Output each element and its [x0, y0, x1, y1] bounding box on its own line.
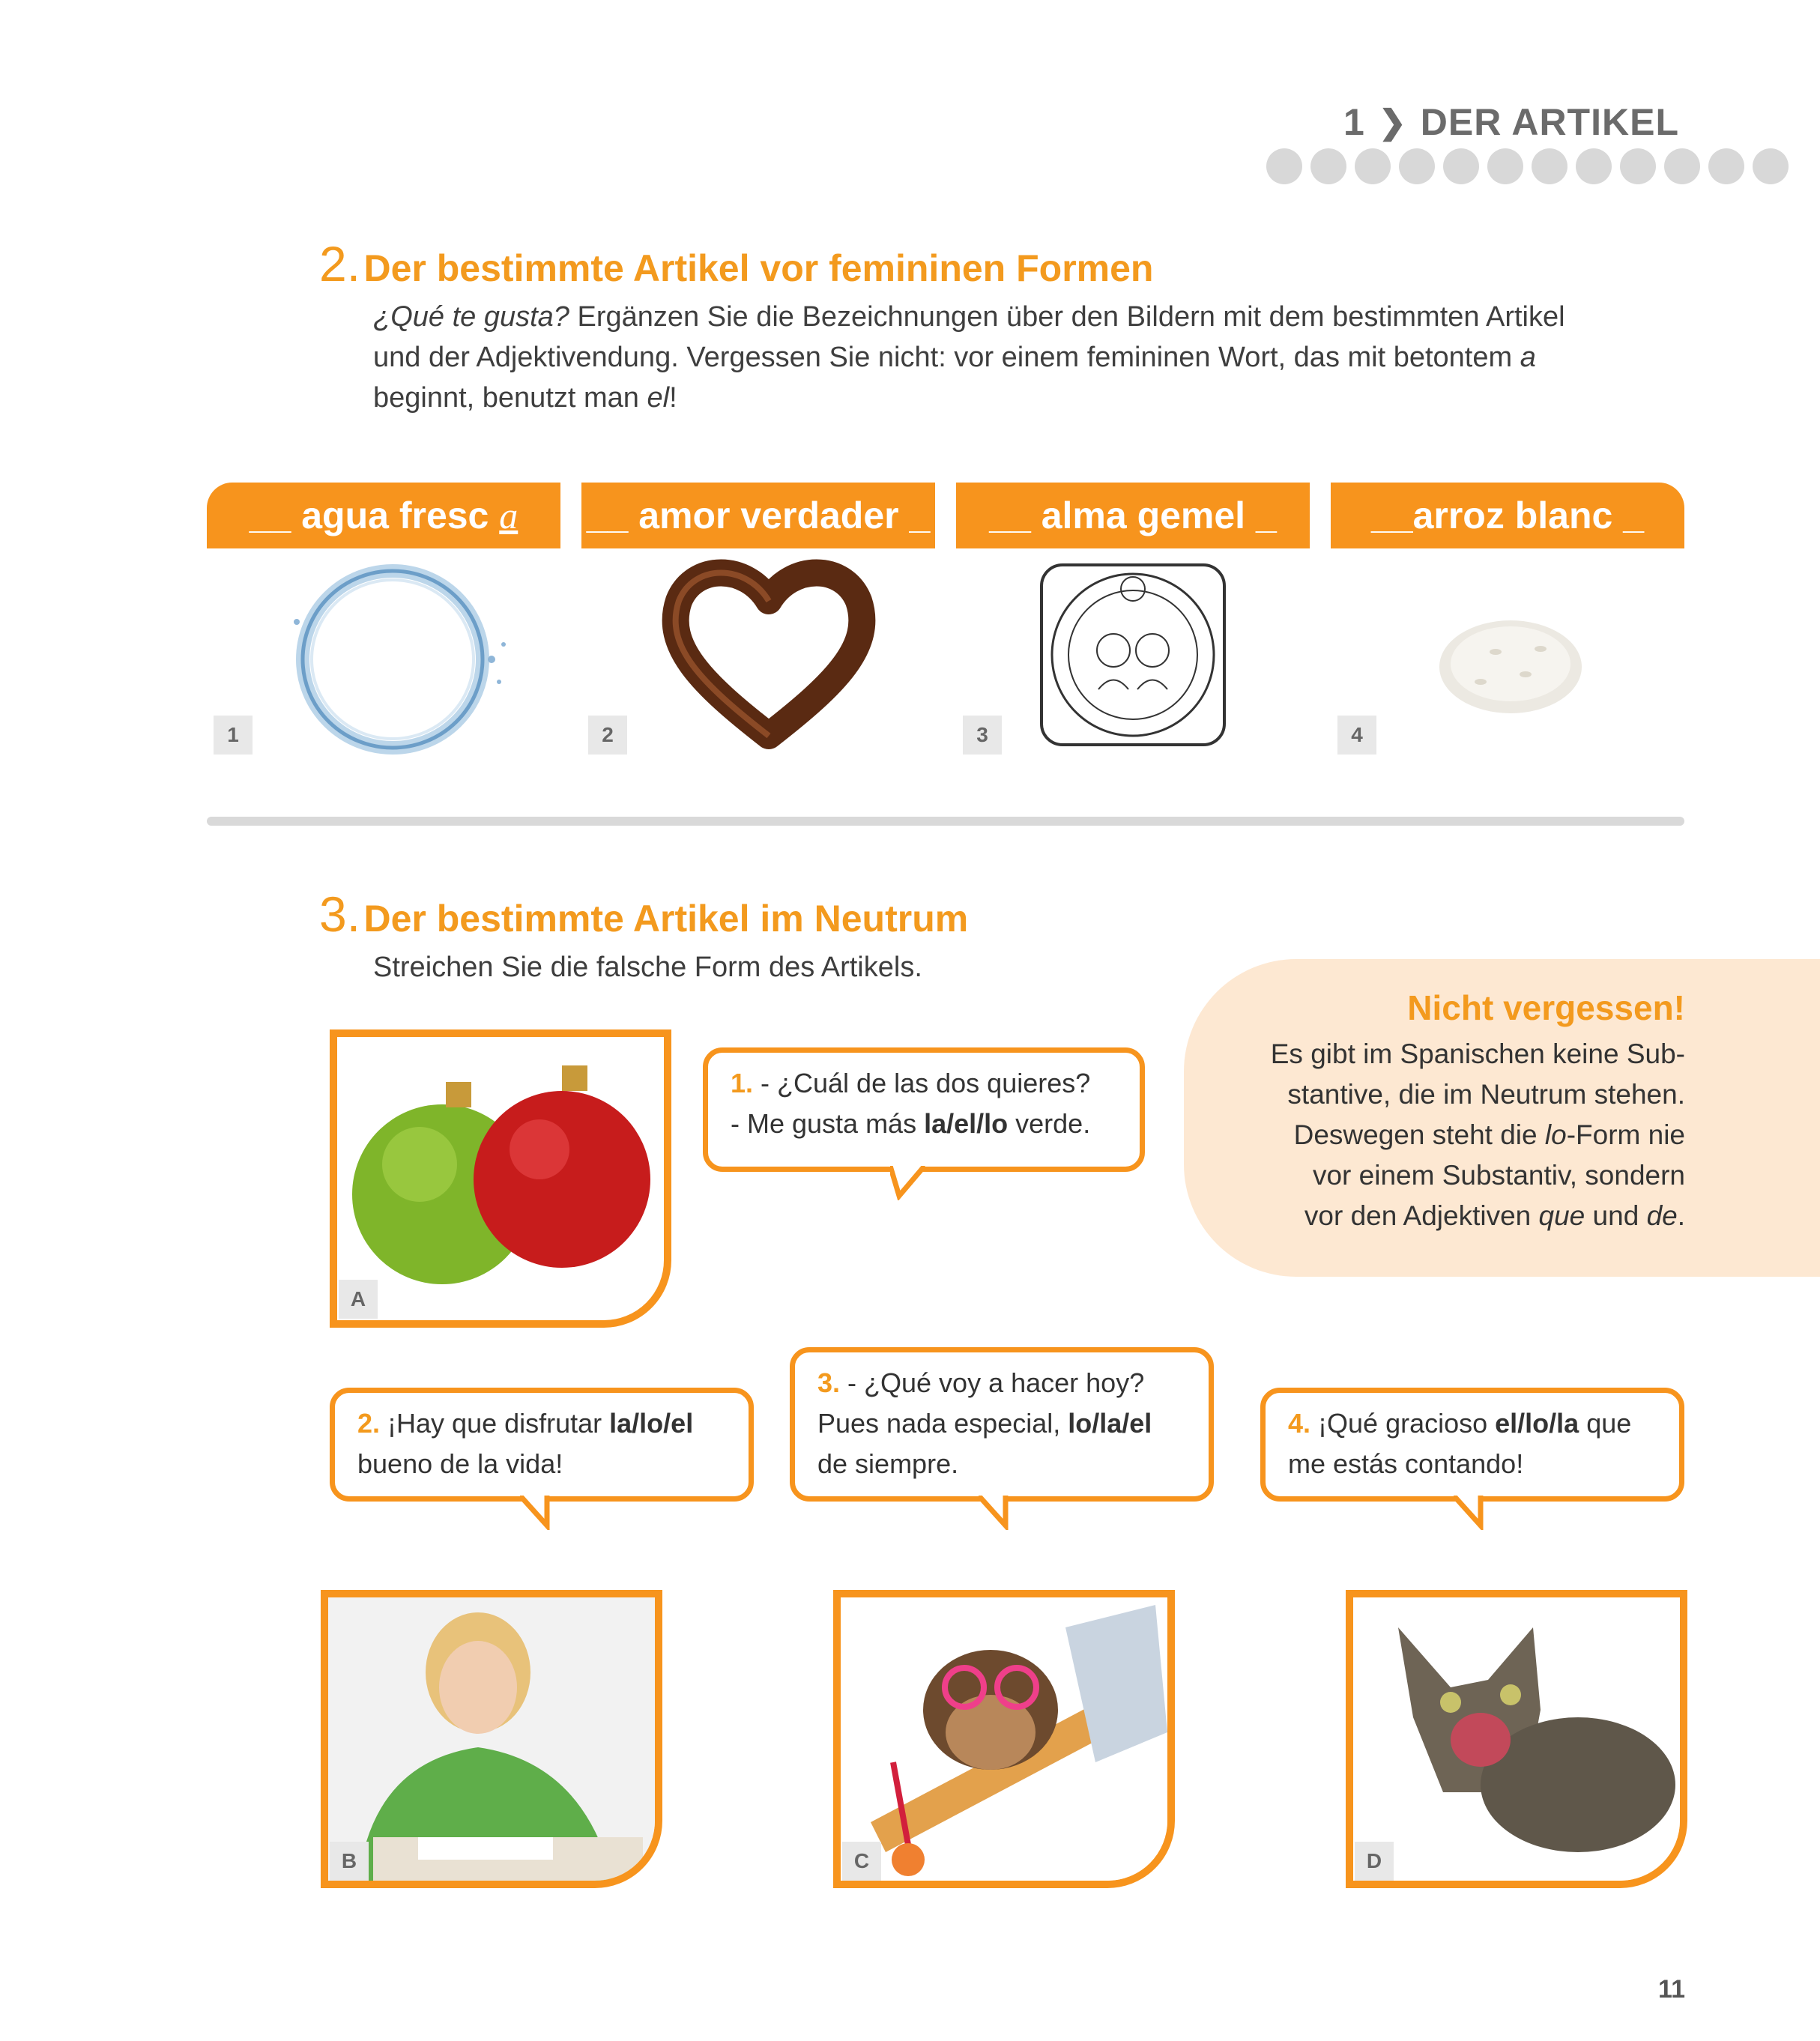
- photo-badge: B: [330, 1842, 369, 1881]
- bubble-tail: [890, 1166, 928, 1200]
- bubble-text: Pues nada especial,: [817, 1408, 1068, 1439]
- photo-badge: D: [1355, 1842, 1394, 1881]
- water-ring-image: [267, 554, 521, 764]
- tip-line: [1161, 1196, 1685, 1236]
- article-options[interactable]: la/el/lo: [924, 1108, 1009, 1139]
- cat-image: [1353, 1597, 1680, 1881]
- label-text: __ amor verdader _: [586, 495, 931, 536]
- bubble-text: verde.: [1008, 1108, 1091, 1139]
- bubble-number: 2.: [357, 1408, 381, 1439]
- tip-italic: lo: [1544, 1119, 1567, 1150]
- tip-text-part: -Form nie: [1566, 1119, 1685, 1150]
- label-answer: a: [499, 495, 519, 536]
- speech-bubble-1: [703, 1047, 1145, 1172]
- speech-bubble-3: [790, 1347, 1214, 1502]
- tip-text-part: vor den Adjektiven: [1304, 1200, 1539, 1231]
- section2-number: 2.: [319, 236, 361, 291]
- progress-dots: [1266, 148, 1789, 184]
- dot: [1664, 148, 1700, 184]
- instr-text: Ergänzen Sie die Bezeichnungen über den Bildern mit dem bestimmten Artikel: [569, 301, 1565, 333]
- dot: [1532, 148, 1567, 184]
- chocolate-heart-image: [656, 556, 881, 751]
- instr-text: !: [669, 382, 677, 414]
- photo-a-ornaments: [330, 1029, 671, 1328]
- instr-italic: el: [647, 382, 670, 414]
- dot: [1753, 148, 1789, 184]
- label-text: __ alma gemel _: [989, 495, 1277, 536]
- section3-title: Der bestimmte Artikel im Neutrum: [363, 898, 969, 940]
- photo-d-cat: [1346, 1590, 1687, 1888]
- ornaments-image: [337, 1037, 664, 1320]
- tip-title: Nicht vergessen!: [1407, 988, 1685, 1027]
- instr-italic: ¿Qué te gusta?: [373, 301, 569, 333]
- bubble-tail: [979, 1496, 1016, 1530]
- bubble-text: - ¿Qué voy a hacer hoy?: [840, 1367, 1145, 1398]
- chapter-title: DER ARTIKEL: [1420, 101, 1679, 143]
- tip-line: [1161, 1115, 1685, 1155]
- article-options[interactable]: lo/la/el: [1068, 1408, 1152, 1439]
- label-arroz[interactable]: [1331, 483, 1684, 548]
- woman-image: [328, 1597, 655, 1881]
- instr-text: beginnt, benutzt man: [373, 382, 647, 414]
- tip-text-part: und: [1585, 1200, 1647, 1231]
- article-options[interactable]: la/lo/el: [609, 1408, 694, 1439]
- section2-heading: [319, 235, 1153, 292]
- image-number-badge: 2: [588, 716, 627, 755]
- section2-title: Der bestimmte Artikel vor femininen Formen: [363, 247, 1154, 289]
- dot: [1310, 148, 1346, 184]
- tip-text-part: .: [1677, 1200, 1685, 1231]
- tip-line: vor einem Substantiv, sondern: [1312, 1160, 1685, 1191]
- chevron-right-icon: ❯: [1378, 103, 1407, 141]
- dot: [1487, 148, 1523, 184]
- section3-number: 3.: [319, 886, 361, 942]
- bubble-text: ¡Qué gracioso: [1310, 1408, 1496, 1439]
- bubble-text: - Me gusta más: [731, 1108, 925, 1139]
- image-number-badge: 3: [963, 716, 1002, 755]
- dot: [1708, 148, 1744, 184]
- image-number-badge: 4: [1337, 716, 1376, 755]
- label-text: __ agua fresc: [249, 495, 500, 536]
- bubble-text: ¡Hay que disfrutar: [380, 1408, 610, 1439]
- dot: [1576, 148, 1612, 184]
- bubble-text: me estás contando!: [1288, 1448, 1524, 1479]
- page-number: 11: [1658, 1975, 1685, 2004]
- instr-italic: a: [1520, 342, 1536, 373]
- photo-badge: C: [842, 1842, 881, 1881]
- section3-heading: [319, 886, 968, 943]
- gemini-zodiac-image: [1039, 562, 1227, 748]
- label-agua[interactable]: [207, 483, 560, 548]
- label-alma[interactable]: [956, 483, 1310, 548]
- section-divider: [207, 817, 1684, 826]
- tip-text: [1161, 1034, 1685, 1236]
- bubble-tail: [1454, 1496, 1491, 1530]
- section3-instruction: Streichen Sie die falsche Form des Artikels.: [373, 952, 922, 983]
- dot: [1399, 148, 1435, 184]
- dot: [1355, 148, 1391, 184]
- dot: [1443, 148, 1479, 184]
- photo-b-woman: [321, 1590, 662, 1888]
- article-options[interactable]: el/lo/la: [1495, 1408, 1579, 1439]
- speech-bubble-2: [330, 1388, 754, 1502]
- chapter-number: 1: [1343, 101, 1365, 143]
- bubble-text: - ¿Cuál de las dos quieres?: [753, 1068, 1091, 1098]
- bubble-number: 1.: [731, 1068, 754, 1098]
- tip-text-part: Deswegen steht die: [1293, 1119, 1545, 1150]
- bubble-tail: [520, 1496, 557, 1530]
- label-amor[interactable]: [581, 483, 935, 548]
- tip-italic: de: [1646, 1200, 1678, 1231]
- label-text: __arroz blanc _: [1370, 495, 1645, 536]
- bubble-text: que: [1579, 1408, 1632, 1439]
- tip-line: Es gibt im Spanischen keine Sub-: [1270, 1038, 1685, 1069]
- instr-text: und der Adjektivendung. Vergessen Sie nicht: vor einem femininen Wort, das mit betontem: [373, 342, 1520, 373]
- photo-badge: A: [339, 1280, 378, 1319]
- tip-line: stantive, die im Neutrum stehen.: [1287, 1079, 1685, 1110]
- tip-italic: que: [1538, 1200, 1585, 1231]
- section2-instructions: [373, 297, 1692, 418]
- image-number-badge: 1: [214, 716, 253, 755]
- bubble-text: de siempre.: [817, 1448, 959, 1479]
- bubble-text: bueno de la vida!: [357, 1448, 563, 1479]
- chapter-header: [1343, 100, 1679, 144]
- bubble-number: 4.: [1288, 1408, 1311, 1439]
- dot: [1266, 148, 1302, 184]
- dot: [1620, 148, 1656, 184]
- bubble-number: 3.: [817, 1367, 841, 1398]
- speech-bubble-4: [1260, 1388, 1684, 1502]
- rice-image: [1428, 599, 1593, 727]
- dog-image: [841, 1597, 1167, 1881]
- photo-c-dog: [833, 1590, 1175, 1888]
